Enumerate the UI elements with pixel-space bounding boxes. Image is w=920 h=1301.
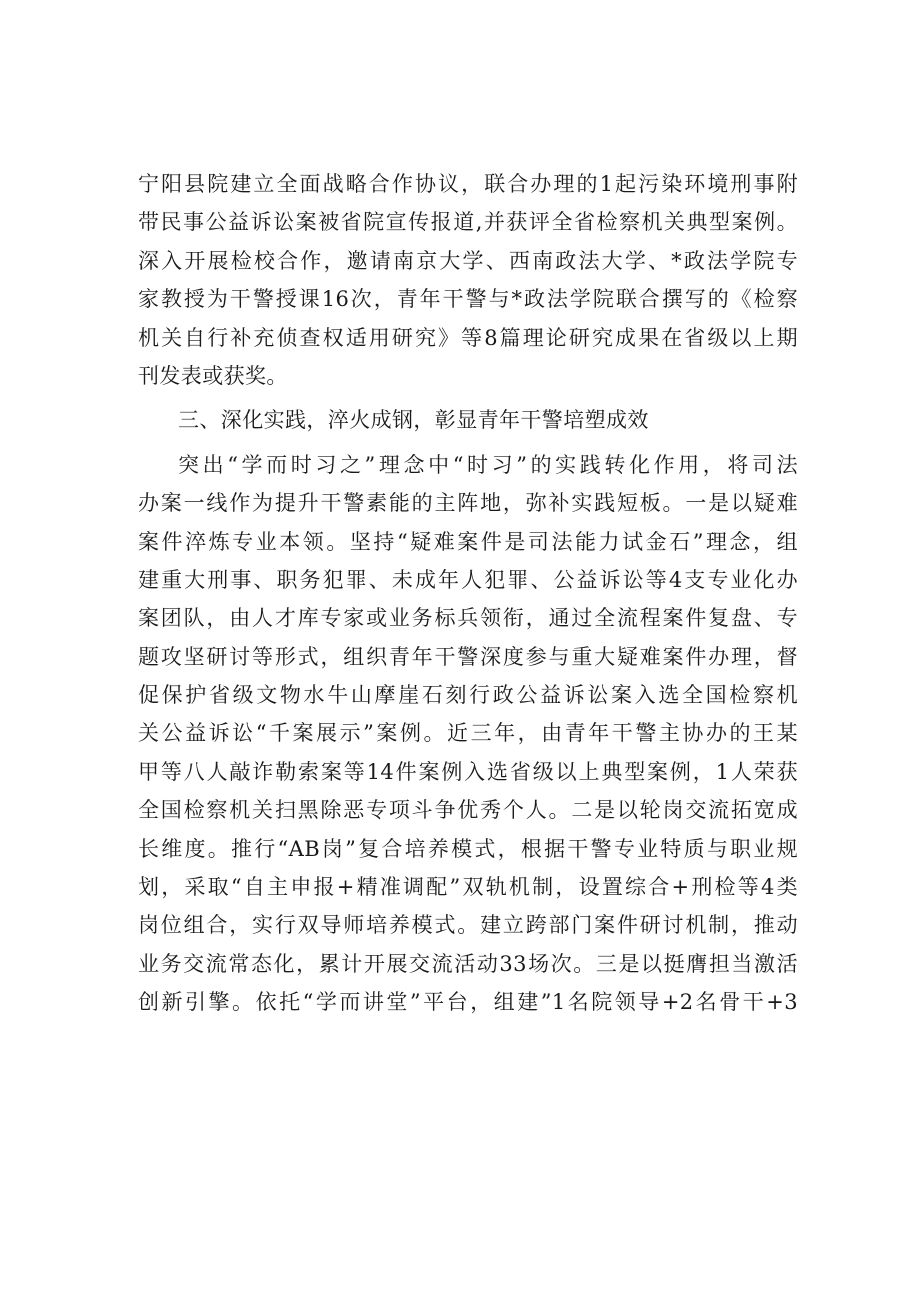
- text-line: 宁阳县院建立全面战略合作协议，联合办理的1起污染环境刑事附: [138, 172, 798, 196]
- text-line: 突出“学而时习之”理念中“时习”的实践转化作用，将司法: [178, 452, 798, 477]
- text-line: 创新引擎。依托“学而讲堂”平台，组建”1名院领导+2名骨干+3: [138, 990, 798, 1015]
- paragraph-1: [138, 165, 798, 395]
- text-line: 办案一线作为提升干警素能的主阵地，弥补实践短板。一是以疑难: [138, 491, 798, 516]
- text-line: 岗位组合，实行双导师培养模式。建立跨部门案件研讨机制，推动: [138, 913, 798, 938]
- text-line: 关公益诉讼“千案展示”案例。近三年，由青年干警主协办的王某: [138, 721, 798, 746]
- text-line: 题攻坚研讨等形式，组织青年干警深度参与重大疑难案件办理，督: [138, 644, 798, 669]
- text-line: 长维度。推行“AB岗”复合培养模式，根据干警专业特质与职业规: [138, 836, 798, 861]
- text-line: 带民事公益诉讼案被省院宣传报道,并获评全省检察机关典型案例。: [138, 210, 798, 235]
- text-line: 刊发表或获奖。: [138, 363, 288, 388]
- document-body: [138, 165, 798, 1022]
- paragraph-2: [138, 446, 798, 1022]
- text-line: 促保护省级文物水牛山摩崖石刻行政公益诉讼案入选全国检察机: [138, 683, 798, 708]
- text-line: 案团队，由人才库专家或业务标兵领衔，通过全流程案件复盘、专: [138, 606, 798, 631]
- text-line: 甲等八人敲诈勒索案等14件案例入选省级以上典型案例，1人荣获: [138, 759, 798, 784]
- text-line: 家教授为干警授课16次，青年干警与*政法学院联合撰写的《检察: [138, 287, 798, 312]
- section-heading: 三、深化实践，淬火成钢，彰显青年干警培塑成效: [178, 408, 649, 433]
- text-line: 深入开展检校合作，邀请南京大学、西南政法大学、*政法学院专: [138, 248, 798, 273]
- text-line: 全国检察机关扫黑除恶专项斗争优秀个人。二是以轮岗交流拓宽成: [138, 798, 798, 823]
- text-line: 案件淬炼专业本领。坚持“疑难案件是司法能力试金石”理念，组: [138, 529, 798, 554]
- text-line: 机关自行补充侦查权适用研究》等8篇理论研究成果在省级以上期: [138, 325, 798, 350]
- text-line: 划，采取“自主申报+精准调配”双轨机制，设置综合+刑检等4类: [138, 875, 798, 900]
- text-line: 建重大刑事、职务犯罪、未成年人犯罪、公益诉讼等4支专业化办: [138, 567, 798, 592]
- text-line: 业务交流常态化，累计开展交流活动33场次。三是以挺膺担当激活: [138, 951, 798, 976]
